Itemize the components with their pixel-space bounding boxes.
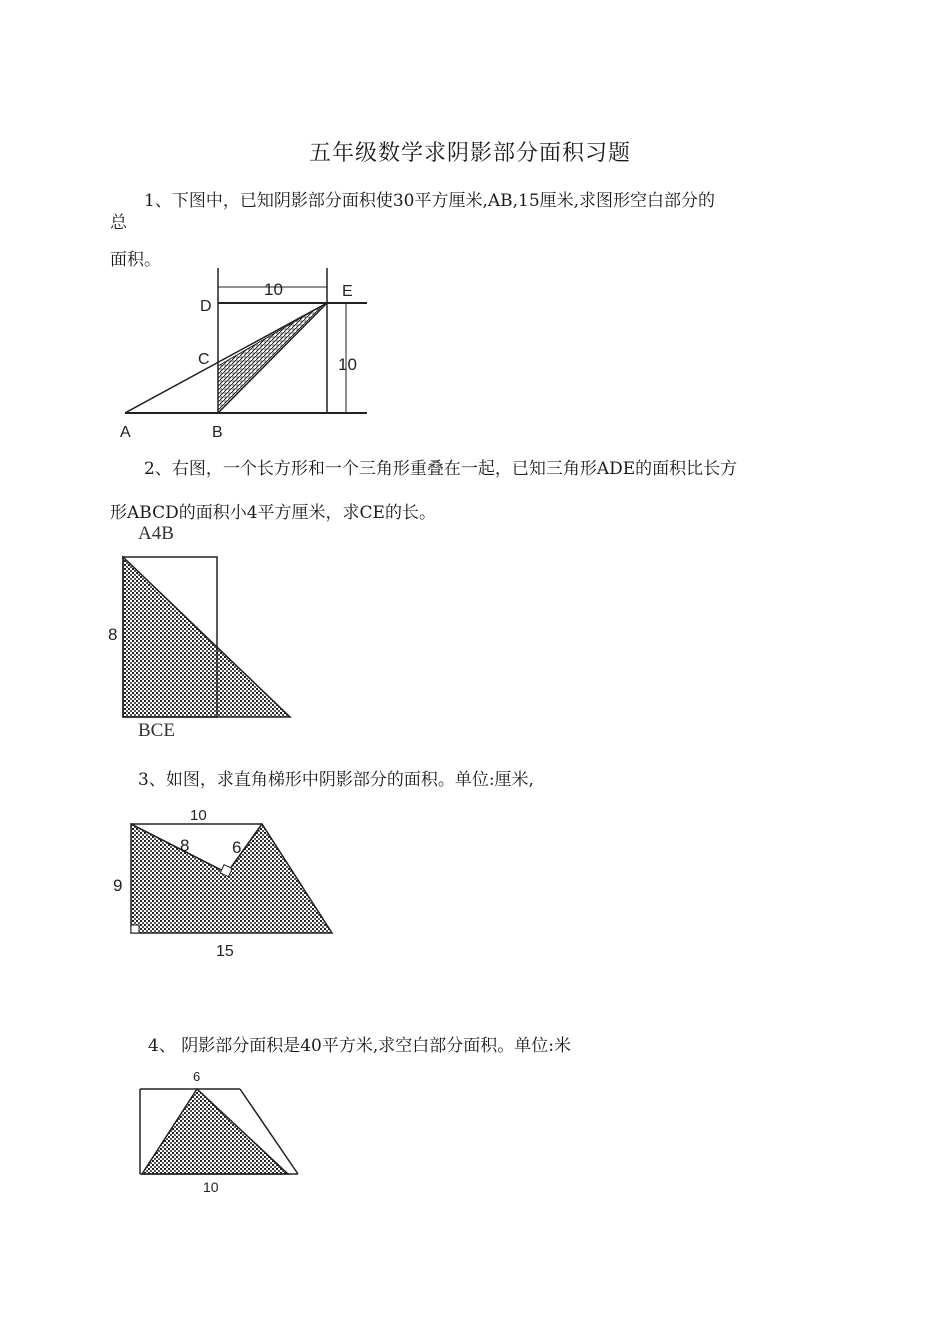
q3-label-top: 10 (190, 807, 207, 824)
q1-text-line1b: 总 (110, 213, 127, 233)
q4-text: 4、 阴影部分面积是40平方米,求空白部分面积。单位:米 (148, 1036, 571, 1056)
q1-label-right: 10 (338, 355, 357, 374)
q1-label-top: 10 (264, 280, 283, 299)
q2-label-side: 8 (108, 625, 118, 644)
q4-shaded-triangle (142, 1089, 288, 1174)
q2-label-bottom: BCE (138, 720, 175, 741)
q3-text: 3、如图，求直角梯形中阴影部分的面积。单位:厘米, (138, 770, 534, 790)
page-title: 五年级数学求阴影部分面积习题 (309, 141, 632, 166)
q2-text-line2: 形ABCD的面积小4平方厘米，求CE的长。 (110, 503, 436, 523)
q3-label-left: 9 (113, 876, 123, 895)
q1-label-a: A (120, 424, 131, 441)
q3-label-b: 6 (232, 838, 242, 857)
q4-label-bottom: 10 (203, 1179, 219, 1195)
q1-label-d: D (200, 298, 212, 315)
q1-label-e: E (342, 283, 353, 300)
q3-label-a: 8 (180, 836, 190, 855)
q2-label-top: A4B (138, 523, 174, 544)
q2-text-line1: 2、右图，一个长方形和一个三角形重叠在一起，已知三角形ADE的面积比长方 (144, 459, 738, 479)
q3-label-bottom: 15 (216, 943, 234, 960)
q1-label-b: B (212, 424, 223, 441)
q1-label-c: C (198, 351, 210, 368)
q4-label-top: 6 (193, 1069, 201, 1084)
q1-text-line1: 1、下图中，已知阴影部分面积使30平方厘米,AB,15厘米,求图形空白部分的 (144, 191, 716, 211)
q1-text-line2: 面积。 (110, 250, 161, 270)
